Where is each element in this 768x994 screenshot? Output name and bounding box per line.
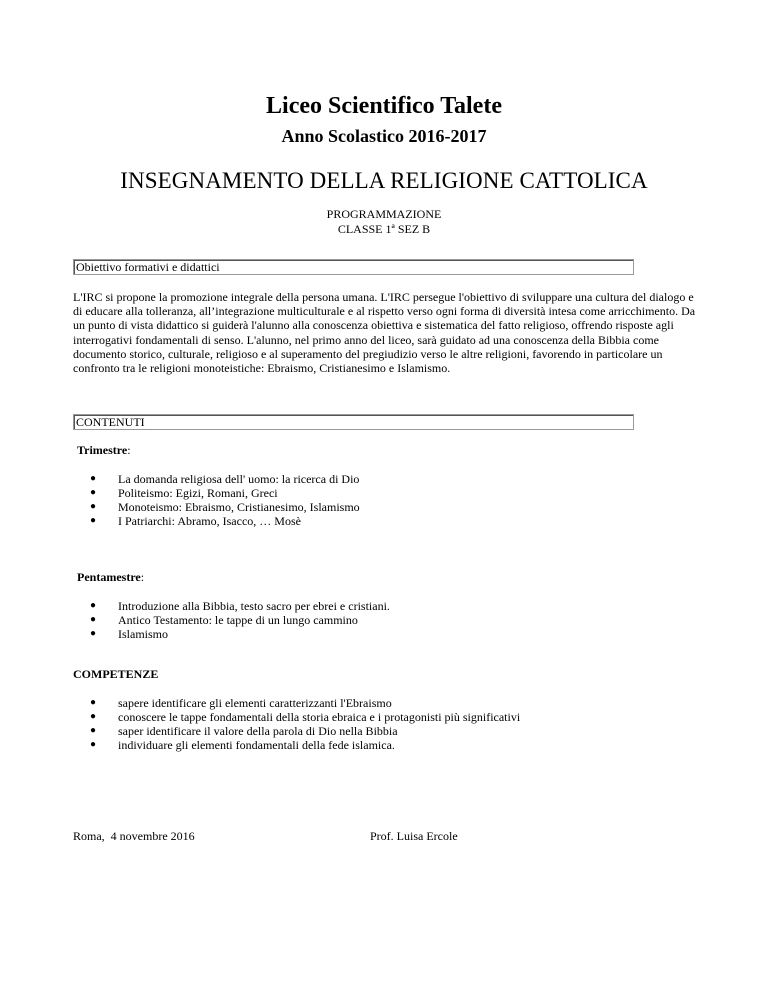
bullet-icon: ● xyxy=(90,487,97,498)
list-item xyxy=(90,627,390,641)
list-item xyxy=(90,514,360,528)
trimester-colon: : xyxy=(127,443,131,457)
list-item xyxy=(90,486,360,500)
teacher-signature: Prof. Luisa Ercole xyxy=(370,829,458,843)
pentamester-colon: : xyxy=(140,570,145,584)
subject-title: INSEGNAMENTO DELLA RELIGIONE CATTOLICA xyxy=(120,168,648,193)
objectives-paragraph: L'IRC si propone la promozione integrale della persona umana. L'IRC persegue l'obiettivo di sviluppare una cultura del dialogo e di educare alla tolleranza, all’integrazione multiculturale e al rispetto verso ogni forma di diversità intesa come arricchimento. Da un punto di vista didattico si guiderà l'alunno alla conoscenza obiettiva e sistematica del fatto religioso, offrendo risposte agli interrogativi fondamentali di senso. L'alunno, nel primo anno del liceo, sarà guidato ad una conoscenza della Bibbia come documento storico, culturale, religioso e al superamento del pregiudizio verso le altre religioni, favorendo in particolare un confronto tra le religioni monoteistiche: Ebraismo, Cristianesimo e Islamismo. xyxy=(73,290,696,376)
list-item-text: sapere identificare gli elementi caratterizzanti l'Ebraismo xyxy=(118,696,392,710)
competences-list xyxy=(90,696,521,752)
pentamester-label: Pentamestre xyxy=(77,570,141,584)
list-item-text: Monoteismo: Ebraismo, Cristianesimo, Islamismo xyxy=(118,500,360,514)
list-item xyxy=(90,696,520,710)
list-item xyxy=(90,500,360,514)
date-line: Roma, 4 novembre 2016 xyxy=(73,829,195,843)
class-label: CLASSE 1ª SEZ B xyxy=(337,222,431,236)
list-item-text: I Patriarchi: Abramo, Isacco, … Mosè xyxy=(118,514,301,528)
pentamester-list xyxy=(90,599,390,641)
list-item-text: Politeismo: Egizi, Romani, Greci xyxy=(118,486,278,500)
bullet-icon: ● xyxy=(90,600,97,611)
school-year: Anno Scolastico 2016-2017 xyxy=(281,126,487,146)
objectives-section-header: Obiettivo formativi e didattici xyxy=(73,259,634,275)
competences-heading: COMPETENZE xyxy=(73,667,159,681)
list-item-text: individuare gli elementi fondamentali della fede islamica. xyxy=(118,738,395,752)
bullet-icon: ● xyxy=(90,628,97,639)
pentamester-heading xyxy=(77,570,144,584)
list-item xyxy=(90,472,360,486)
list-item-text: La domanda religiosa dell' uomo: la ricerca di Dio xyxy=(118,472,360,486)
bullet-icon: ● xyxy=(90,473,97,484)
bullet-icon: ● xyxy=(90,739,97,750)
list-item xyxy=(90,599,390,613)
trimester-label: Trimestre xyxy=(77,443,128,457)
list-item-text: conoscere le tappe fondamentali della storia ebraica e i protagonisti più significativi xyxy=(118,710,521,724)
list-item-text: saper identificare il valore della parola di Dio nella Bibbia xyxy=(118,724,398,738)
trimester-heading xyxy=(77,443,131,457)
bullet-icon: ● xyxy=(90,614,97,625)
bullet-icon: ● xyxy=(90,725,97,736)
bullet-icon: ● xyxy=(90,515,97,526)
bullet-icon: ● xyxy=(90,697,97,708)
list-item-text: Introduzione alla Bibbia, testo sacro per ebrei e cristiani. xyxy=(118,599,390,613)
list-item-text: Islamismo xyxy=(118,627,168,641)
bullet-icon: ● xyxy=(90,711,97,722)
list-item xyxy=(90,710,521,724)
list-item xyxy=(90,613,390,627)
bullet-icon: ● xyxy=(90,501,97,512)
school-title: Liceo Scientifico Talete xyxy=(266,93,502,119)
contents-section-header: CONTENUTI xyxy=(73,414,634,430)
trimester-list xyxy=(90,472,360,528)
programme-label: PROGRAMMAZIONE xyxy=(326,207,442,221)
list-item-text: Antico Testamento: le tappe di un lungo cammino xyxy=(118,613,358,627)
list-item xyxy=(90,738,520,752)
list-item xyxy=(90,724,520,738)
